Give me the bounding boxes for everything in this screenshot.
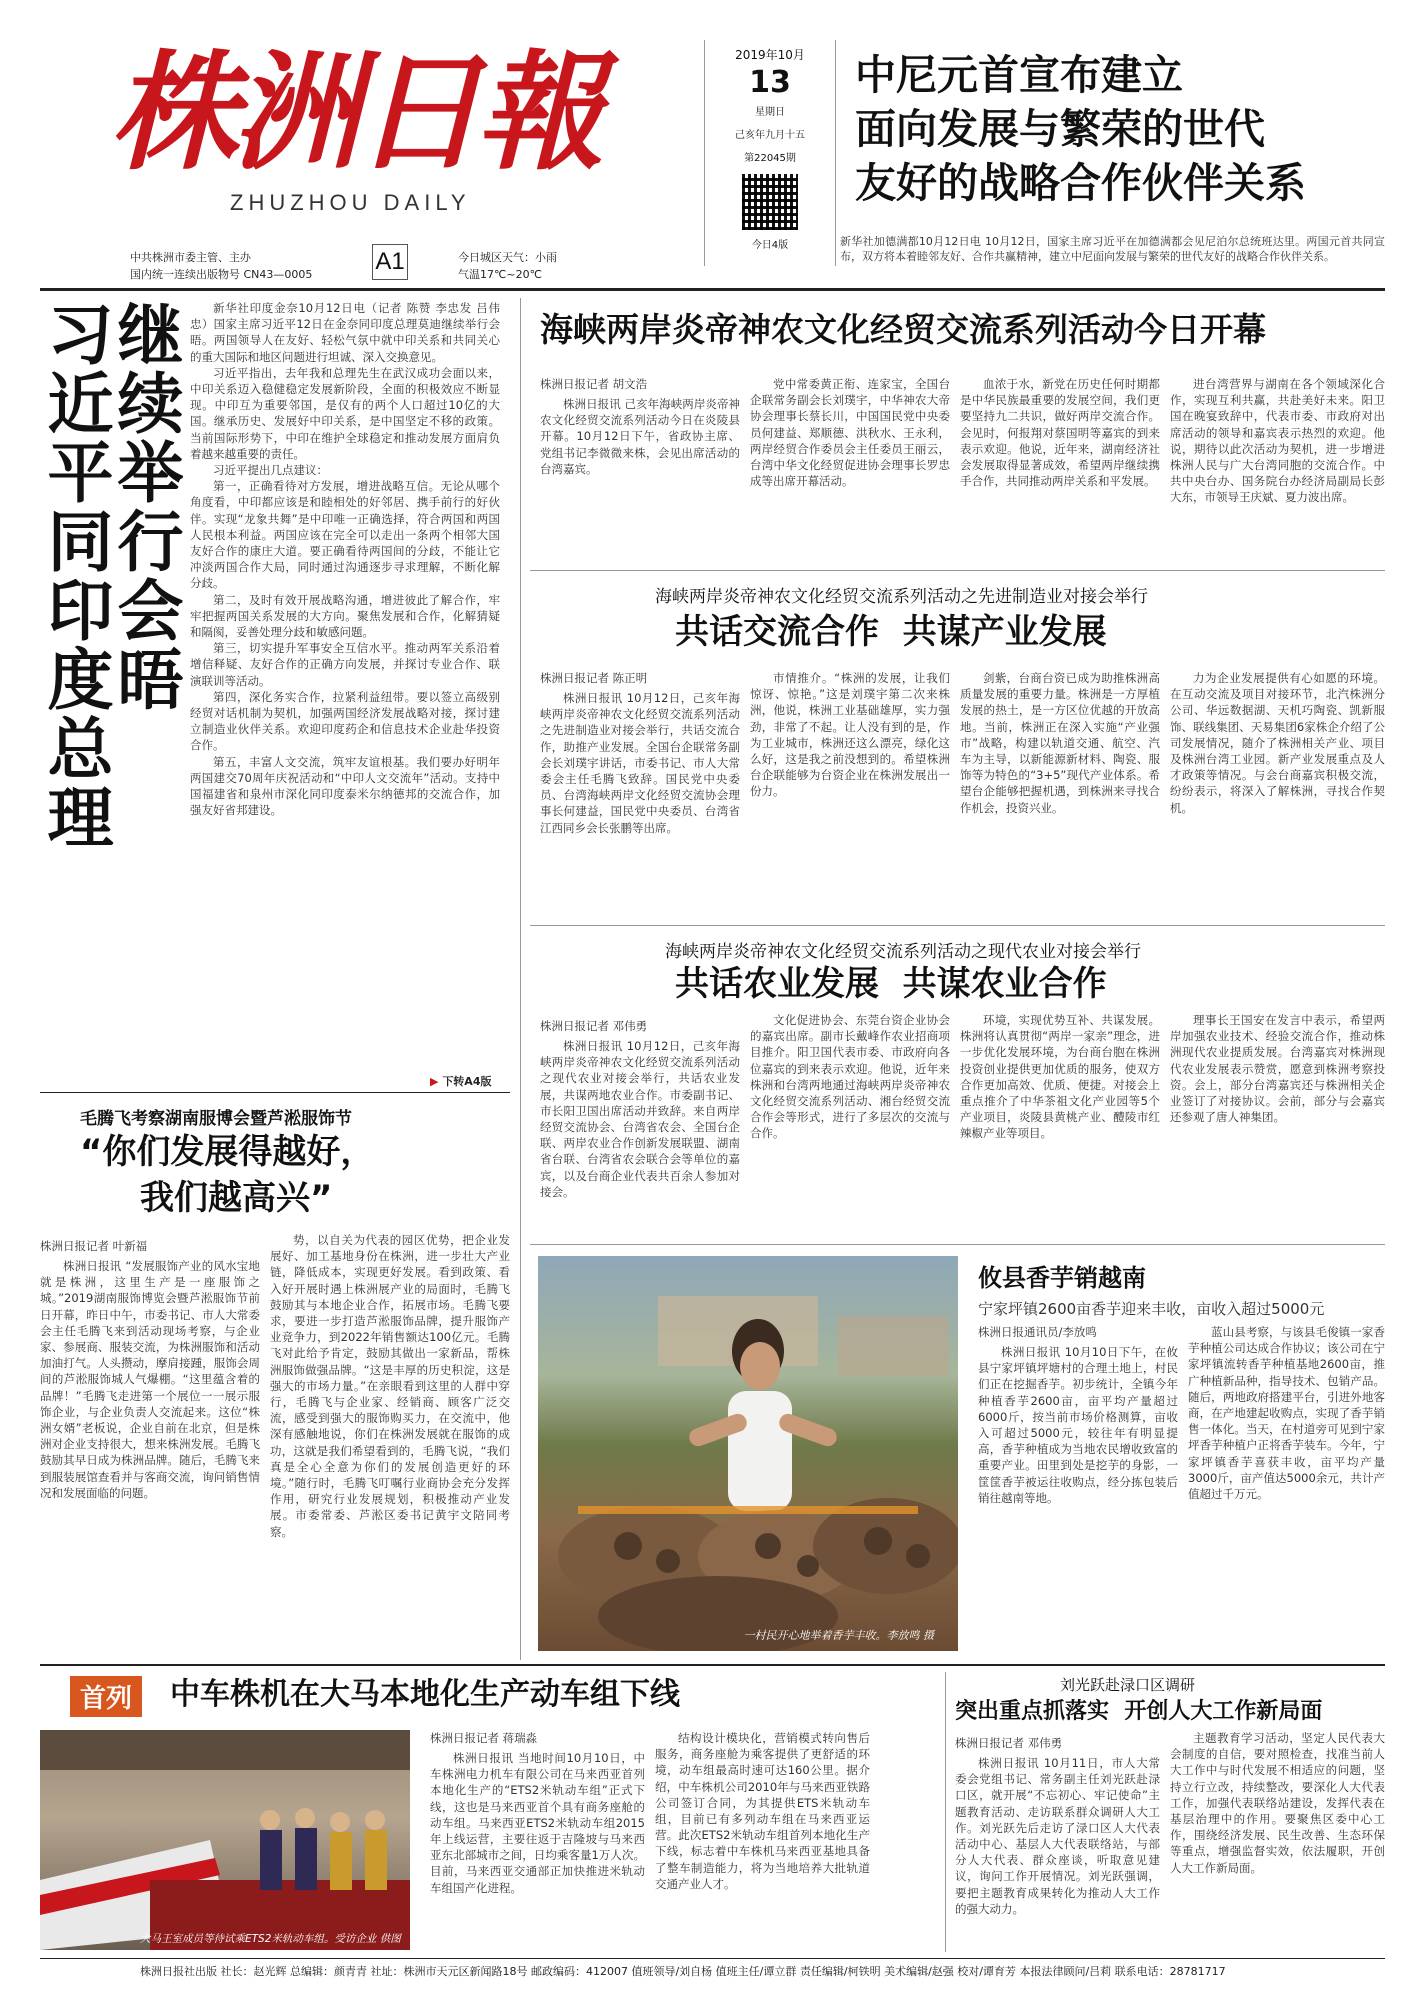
agri-subtitle: 海峡两岸炎帝神农文化经贸交流系列活动之现代农业对接会举行	[665, 942, 1141, 962]
industry-col-4	[1170, 670, 1385, 955]
crrc-photo-art	[40, 1730, 410, 1950]
congress-byline: 株洲日报记者 邓伟勇	[955, 1736, 1063, 1750]
divider	[530, 570, 1385, 571]
expo-paragraph: 株洲日报讯 “发展服饰产业的风水宝地就是株洲，这里生产是一座服饰之城。”2019湖南服饰博览会暨芦淞服饰节前日开幕，昨日中午，市委书记、市人大常委会主任毛腾飞来到活动现场考察，与企业家、参展商、服装交流，为株洲服饰和活动加油打气。人头攒动，摩肩接踵，服饰会周间的芦淞服饰城人气爆棚。“这里蕴含着的品牌！”毛腾飞走进第一个展位一一展示服饰企业，与企业负责人交流起来。这位“株洲女婿”老板说，企业自前在北京，但是株洲对企业支持很大，想来株洲发展。毛腾飞鼓励其早日成为株洲品牌。随后，毛腾飞来到服装展馆查看并与客商交流，询问销售情况和发展面临的问题。	[40, 1259, 260, 1500]
weekday: 星期日	[755, 107, 785, 118]
lead-summary: 新华社加德满都10月12日电 10月12日，国家主席习近平在加德满都会见尼泊尔总统班达里。两国元首共同宣布，双方将本着睦邻友好、合作共赢精神，建立中尼面向发展与繁荣的世代友好的战略合作伙伴关系。	[840, 235, 1385, 263]
agri-col-2	[750, 1012, 950, 1234]
xi-paragraph: 习近平指出，去年我和总理先生在武汉成功会面以来，中印关系迈入稳健稳定发展新阶段，全面的积极效应不断显现。中印互为重要邻国，是仅有的两个人口超过10亿的大国。继承历史、发展好中印关系，是中国坚定不移的政策。当前国际形势下，中印在维护全球稳定和推动发展方面肩负着越来越重要的责任。	[190, 365, 500, 461]
xi-headline-left: 习近平同印度总理	[36, 300, 114, 852]
page-count: 今日4版	[751, 240, 789, 251]
industry-paragraph: 剑紫，台商台资已成为助推株洲高质量发展的重要力量。株洲是一方厚植发展的热土，是一方区位优越的开放高地。当前，株洲正在深入实施“产业强市”战略，构建以轨道交通、航空、汽车为主导，以新能源新材料、陶瓷、服饰等为特色的“3+5”现代产业体系。希望台企能够把握机遇，到株洲来寻找合作机会，投资兴业。	[960, 671, 1160, 815]
crrc-headline: 中车株机在大马本地化生产动车组下线	[170, 1677, 680, 1712]
straits-headline: 海峡两岸炎帝神农文化经贸交流系列活动今日开幕	[540, 310, 1266, 349]
straits-paragraph: 血浓于水，新党在历史任何时期都是中华民族最重要的发展空间，我们更要坚持九二共识，做好两岸交流合作。会见时，何报翔对蔡国明等嘉宾的到来表示欢迎。他说，近年来，湖南经济社会发展取得显著成效，希望两岸继续携手合作，共同推动两岸关系和平发展。	[960, 377, 1160, 489]
divider	[530, 925, 1385, 926]
congress-subtitle: 刘光跃赴渌口区调研	[1060, 1676, 1196, 1694]
weather: 今日城区天气：小雨	[458, 251, 557, 264]
agri-paragraph: 理事长王国安在发言中表示，希望两岸加强农业技术、经验交流合作，推动株洲现代农业提质发展。台湾嘉宾对株洲现代农业发展表示赞赏，愿意到株洲考察投资。会上，部分台湾嘉宾还与株洲相关企业签订了对接协议。会前，部分与会嘉宾还参观了唐人神集团。	[1170, 1013, 1385, 1125]
divider	[530, 1244, 1385, 1245]
sponsor: 中共株洲市委主管、主办	[130, 251, 251, 264]
xi-story-body	[190, 300, 500, 1070]
straits-paragraph: 进台湾营界与湖南在各个领域深化合作，实现互利共赢，共赴美好未来。阳卫国在晚宴致辞中，代表市委、市政府对出席活动的领导和嘉宾表示热烈的欢迎。他说，期待以此次活动为契机，进一步增进株洲人民与广大台湾同胞的交流合作。中共中央台办、国务院台办经济局副局长彭大东，市领导王庆斌、夏力波出席。	[1170, 377, 1385, 505]
straits-col-1	[540, 396, 740, 562]
straits-col-3	[960, 376, 1160, 562]
agri-headline: 共话农业发展 共谋农业合作	[675, 964, 1107, 1004]
expo-headline-2: 我们越高兴”	[140, 1178, 333, 1218]
straits-col-2	[750, 376, 950, 562]
xi-paragraph: 新华社印度金奈10月12日电（记者 陈赞 李忠发 吕伟忠）国家主席习近平12日在金奈同印度总理莫迪继续举行会晤。两国领导人在友好、轻松气氛中就中印关系和共同关心的重大国际和地区问题进行坦诚、深入交换意见。	[190, 301, 500, 364]
date-year-month: 2019年10月	[735, 48, 805, 62]
congress-col-2	[1170, 1730, 1385, 1950]
industry-byline: 株洲日报记者 陈正明	[540, 671, 648, 685]
date-block	[704, 40, 836, 266]
serial-number: 国内统一连续出版物号 CN43—0005	[130, 268, 313, 281]
straits-paragraph: 党中常委黄正衔、连家宝，全国台企联常务副会长刘璞宇，中华神农大帝协会理事长蔡长川，中国国民党中央委员何建益、郑顺德、洪秋水、王永利，两岸经贸合作委员会主任委员王丽云，台湾中华文化经贸促进协会理事长罗忠成等出席开幕活动。	[750, 377, 950, 489]
date-day: 13	[749, 65, 791, 100]
crrc-paragraph: 株洲日报讯 当地时间10月10日，中车株洲电力机车有限公司在马来西亚首列本地化生产的“ETS2米轨动车组”正式下线，这也是马来西亚首个具有商务座舱的动车组。马来西亚ETS2米轨动车组2015年上线运营，主要往返于吉隆坡与马来西亚东北部城市之间，日均乘客量1万人次。目前，马来西亚交通部正加快推进米轨动车组国产化进程。	[430, 1751, 645, 1895]
expo-byline: 株洲日报记者 叶新福	[40, 1239, 148, 1253]
taro-photo-caption: 一村民开心地举着香芋丰收。李放鸣 摄	[743, 1629, 934, 1642]
taro-col-1	[978, 1344, 1178, 1650]
straits-byline: 株洲日报记者 胡文浩	[540, 377, 648, 391]
divider	[40, 1092, 510, 1093]
industry-col-3	[960, 670, 1160, 955]
crrc-paragraph: 结构设计模块化，营销模式转向售后服务，商务座舱为乘客提供了更舒适的环境，动车组最高时速可达160公里。据介绍，中车株机公司2010年与马来西亚铁路公司签订合同，为其提供ETS米轨动车组，目前已有多列动车组在马来西亚运营。此次ETS2米轨动车组首列本地化生产下线，标志着中车株机马来西亚基地具备了整车制造能力，将为当地培养大批轨道交通产业人才。	[655, 1731, 870, 1891]
turn-arrow-icon: ▶	[430, 1075, 439, 1088]
industry-paragraph: 力为企业发展提供有心如愿的环境。在互动交流及项目对接环节，北汽株洲分公司、华远数据湖、天机巧陶瓷、凯新服饰、联线集团、天易集团6家株企介绍了公司发展情况，随介了株洲相关产业、项目及株洲台湾工业园。新产业发展重点及人才政策等情况。与会台商嘉宾积极交流，纷纷表示，将深入了解株洲，寻找合作契机。	[1170, 671, 1385, 815]
column-divider	[520, 298, 521, 1660]
congress-headline: 突出重点抓落实 开创人大工作新局面	[955, 1699, 1323, 1724]
footer-rule	[40, 1958, 1385, 1959]
xi-paragraph: 第一，正确看待对方发展，增进战略互信。无论从哪个角度看，中印都应该是和睦相处的好邻居、携手前行的好伙伴。实现“龙象共舞”是中印唯一正确选择，符合两国和两国人民根本利益。两国应该在完全可以走出一条两个相邻大国友好合作的康庄大道。要正确看待两国间的分歧，不能让它冲淡两国合作大局，同时通过沟通逐步寻求理解，不断化解分歧。	[190, 479, 500, 591]
congress-col-1	[955, 1755, 1160, 1950]
lead-headline-2: 面向发展与繁荣的世代	[855, 105, 1265, 153]
agri-col-4	[1170, 1012, 1385, 1234]
crrc-col-1	[430, 1750, 645, 1950]
straits-paragraph: 株洲日报讯 己亥年海峡两岸炎帝神农文化经贸交流系列活动今日在炎陵县开幕。10月12日下午，省政协主席、党组书记李微微来株，会见出席活动的台湾嘉宾。	[540, 397, 740, 476]
masthead-rule	[40, 288, 1385, 291]
expo-col-2	[270, 1232, 510, 1653]
industry-headline: 共话交流合作 共谋产业发展	[675, 612, 1107, 652]
expo-paragraph: 势，以自关为代表的园区优势，把企业发展好、加工基地身份在株洲，进一步壮大产业链，降低成本，实现更好发展。看到政策、看入好开展时遇上株洲展产业的局面时，毛腾飞鼓励其与本地企业合作，拓展市场。毛腾飞要求，要进一步打造芦淞服饰品牌，提升服饰产业竞争力，到2022年销售额达100亿元。毛腾飞对此给予肯定，鼓励其做出一家新品，帮株洲服饰做强品牌。“这是丰厚的历史积淀，这是强大的市场力量。”在亲眼看到这里的人群中穿行，毛腾飞与企业家、经销商、顾客广泛交流，感受到强大的服饰购买力，在交流中，他深有感触地说，你们在株洲发展就在服饰的成功，这就是我们希望看到的，毛腾飞说，“我们真是全心全意为你们的发展创造更好的环境。”随行时，毛腾飞叮嘱行业商协会充分发挥作用，研究行业发展规划，积极推动产业发展。市委常委、芦淞区委书记黄宇文陪同考察。	[270, 1233, 510, 1539]
xi-paragraph: 第五，丰富人文交流，筑牢友谊根基。我们要办好明年两国建交70周年庆祝活动和“中印人文交流年”活动。支持中国福建省和泉州市深化同印度泰米尔纳德邦的交流合作，加强友好省邦建设。	[190, 754, 500, 818]
lunar-date: 己亥年九月十五	[735, 130, 805, 141]
taro-photo-art	[538, 1256, 958, 1651]
turn-page-label: 下转A4版	[442, 1075, 492, 1088]
section-rule	[40, 1664, 1385, 1666]
industry-subtitle: 海峡两岸炎帝神农文化经贸交流系列活动之先进制造业对接会举行	[655, 587, 1148, 607]
column-divider	[945, 1672, 946, 1952]
agri-paragraph: 文化促进协会、东莞台资企业协会的嘉宾出席。副市长戴峰作农业招商项目推介。阳卫国代表市委、市政府向各位嘉宾的到来表示欢迎。他说，近年来株洲和台湾两地通过海峡两岸炎帝神农文化经贸交流系列活动、湘台经贸交流合作会等形式，进行了多层次的交流与合作。	[750, 1013, 950, 1141]
qr-code	[742, 174, 798, 230]
expo-subtitle: 毛腾飞考察湖南服博会暨芦淞服饰节	[80, 1109, 352, 1129]
taro-photo	[538, 1256, 958, 1651]
expo-headline-1: “你们发展得越好，	[80, 1132, 375, 1172]
xi-turn-page	[430, 1074, 491, 1089]
taro-byline: 株洲日报通讯员/李放鸣	[978, 1325, 1097, 1339]
crrc-photo-caption: 大马王室成员等待试乘ETS2米轨动车组。受访企业 供图	[140, 1933, 401, 1945]
xi-paragraph: 习近平提出几点建议：	[213, 463, 328, 478]
industry-paragraph: 市情推介。“株洲的发展，让我们惊讶、惊艳。”这是刘璞宇第二次来株洲，他说，株洲工业基础雄厚，实力强劲，非常了不起。让人没有到的是，作为工业城市，株洲还这么漂亮，绿化这么好，这是我之前没想到的。希望株洲台企联能够为台资企业在株洲发展出一份力。	[750, 671, 950, 799]
agri-paragraph: 环境，实现优势互补、共谋发展。株洲将认真贯彻“两岸一家亲”理念，进一步优化发展环境，为台商台胞在株洲投资创业提供更加优质的服务，使双方合作更加高效、优质、便捷。对接会上重点推介了中华茶祖文化产业园等5个产业项目，炎陵县黄桃产业、醴陵市红辣椒产业等项目。	[960, 1013, 1160, 1141]
masthead-title: 株洲日報	[110, 38, 599, 188]
temperature: 气温17℃~20℃	[458, 268, 542, 281]
taro-subheadline: 宁家坪镇2600亩香芋迎来丰收，亩收入超过5000元	[978, 1300, 1325, 1318]
masthead-en: ZHUZHOU DAILY	[230, 190, 471, 215]
industry-paragraph: 株洲日报讯 10月12日，己亥年海峡两岸炎帝神农文化经贸交流系列活动之先进制造业对接会举行，共话交流合作，助推产业发展。全国台企联常务副会长刘璞宇讲话，市委书记、市人大常委会主任毛腾飞致辞。国民党中央委员、台湾海峡两岸文化经贸交流协会理事长何建益，国民党中央委员、台湾省江西同乡会长张鹏等出席。	[540, 691, 740, 835]
footer-info: 株洲日报社出版 社长：赵光辉 总编辑：颜青青 社址：株洲市天元区新闻路18号 邮政编码：412007 值班领导/刘自杨 值班主任/谭立群 责任编辑/柯铁明 美术编辑/赵强 校对/谭育芳 本报法律顾问/吕莉 联系电话：28781717	[140, 1965, 1226, 1978]
expo-col-1	[40, 1258, 260, 1653]
xi-paragraph: 第二，及时有效开展战略沟通，增进彼此了解合作，牢牢把握两国关系发展的大方向。聚焦发展和合作，化解猜疑和隔阂，妥善处理分歧和敏感问题。	[190, 592, 500, 640]
taro-col-2	[1188, 1324, 1385, 1650]
congress-paragraph: 主题教育学习活动，坚定人民代表大会制度的自信，要对照检查，找准当前人大工作中与时代发展不相适应的问题，坚持立行立改，持续整改，要深化人大代表工作，加强代表联络站建设，发挥代表在基层治理中的作用。要聚焦区委中心工作，围绕经济发展、民生改善、生态环保等重点，增强监督实效，依法履职，开创人大工作新局面。	[1170, 1731, 1385, 1875]
taro-paragraph: 蓝山县考察，与该县毛俊镇一家香芋种植公司达成合作协议；该公司在宁家坪镇流转香芋种植基地2600亩，推广种植新品种，指导技术、包销产品。随后，两地政府搭建平台，引进外地客商，在产地建起收购点，实现了香芋销售一体化。当天，在村道旁可见到宁家坪香芋种植户正将香芋装车。今年，宁家坪镇香芋喜获丰收，亩平均产量3000斤，亩产值达5000余元，共计产值超过千万元。	[1188, 1325, 1385, 1502]
industry-col-2	[750, 670, 950, 955]
lead-headline-3: 友好的战略合作伙伴关系	[855, 159, 1306, 207]
taro-paragraph: 株洲日报讯 10月10日下午，在攸县宁家坪镇坪塘村的合理土地上，村民们正在挖掘香芋。初步统计，全镇今年种植香芋2600亩，亩平均产量超过6000斤，按当前市场价格测算，亩收入可超过5000元，较往年有明显提高，香芋种植成为当地农民增收致富的重要产业。田里到处是挖芋的身影，一筐筐香芋被运往收购点，经分拣包装后销往越南等地。	[978, 1345, 1178, 1505]
crrc-byline: 株洲日报记者 蒋瑞淼	[430, 1731, 538, 1745]
agri-col-3	[960, 1012, 1160, 1234]
xi-headline-right: 继续举行会晤	[106, 300, 184, 714]
straits-col-4	[1170, 376, 1385, 562]
taro-headline: 攸县香芋销越南	[978, 1264, 1146, 1292]
agri-col-1	[540, 1038, 740, 1234]
xi-paragraph: 第三，切实提升军事安全互信水平。推动两军关系沿着增信释疑、友好合作的正确方向发展，并探讨专业合作、联演联训等活动。	[190, 641, 500, 688]
crrc-col-2	[655, 1730, 870, 1950]
xi-paragraph: 第四，深化务实合作，拉紧利益纽带。要以签立高级别经贸对话机制为契机，加强两国经济发展战略对接，探讨建立制造业伙伴关系。欢迎印度药企和信息技术企业赴华投资合作。	[190, 689, 500, 753]
crrc-badge: 首列	[70, 1676, 142, 1717]
lead-headline-1: 中尼元首宣布建立	[855, 51, 1183, 99]
congress-paragraph: 株洲日报讯 10月11日，市人大常委会党组书记、常务副主任刘光跃赴渌口区，就开展“不忘初心、牢记使命”主题教育活动、走访联系群众调研人大工作。刘光跃先后走访了渌口区人大代表活动中心、基层人大代表联络站，与部分人大代表、群众座谈，听取意见建议，询问工作开展情况。刘光跃强调，要把主题教育成果转化为推动人大工作的强大动力。	[955, 1756, 1160, 1916]
masthead	[110, 38, 670, 208]
page-number: A1	[372, 244, 408, 280]
agri-paragraph: 株洲日报讯 10月12日，己亥年海峡两岸炎帝神农文化经贸交流系列活动之现代农业对接会举行，共话农业发展，共谋两地农业合作。市委副书记、市长阳卫国出席活动并致辞。来自两岸经贸交流协会、台湾省农会、全国台企联、两岸农业合作创新发展联盟、湖南省台联、台湾省农会联合会等单位的嘉宾，以及台商企业代表共百余人参加对接会。	[540, 1039, 740, 1199]
industry-col-1	[540, 690, 740, 955]
issue-number: 第22045期	[744, 153, 796, 164]
crrc-photo	[40, 1730, 410, 1950]
agri-byline: 株洲日报记者 邓伟勇	[540, 1019, 648, 1033]
